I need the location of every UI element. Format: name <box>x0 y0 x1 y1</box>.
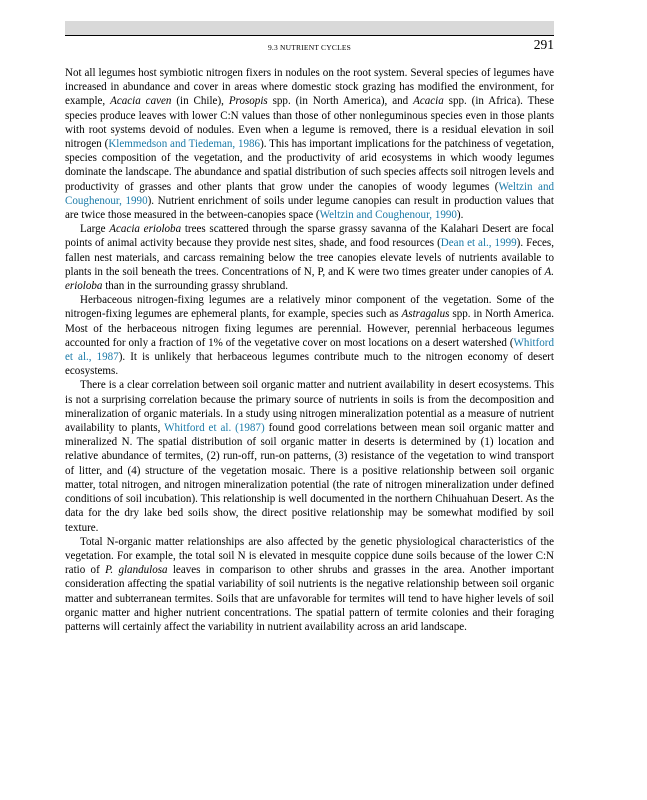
header-bar <box>65 21 554 35</box>
body-text <box>65 66 554 634</box>
text-run: leaves in comparison to other shrubs and grasses in the area. Another important consideration affecting the spatial variability of soil nutrients is the negative relationship between soil organic matter and subterranean termites. Soils that are unfavorable for termites will tend to have higher levels of soil organic matter and higher nutrient concentrations. The spatial pattern of termite colonies and their foraging patterns will certainly affect the variability in nutrient availability across an arid landscape. <box>65 564 554 633</box>
italic-term: Acacia erioloba <box>109 223 182 236</box>
paragraph <box>65 222 554 293</box>
text-run: (in Chile), <box>171 95 229 108</box>
section-label: 9.3 NUTRIENT CYCLES <box>267 43 352 52</box>
text-run: Large <box>80 223 110 236</box>
text-run: trees scattered through the sparse grassy savanna of the Kalahari Desert are focal points of animal activity because they provide nest sites, shade, and food resources ( <box>65 223 554 250</box>
page-number: 291 <box>533 37 554 52</box>
text-run: There is a clear correlation between soil organic matter and nutrient availability in desert ecosystems. This is not a surprising correlation because the primary source of nutrients in soils is from the decomposition and mineralization of organic materials. In a study using nitrogen mineralization potential as a measure of nutrient availability to plants, <box>65 379 554 435</box>
paragraph <box>65 535 554 634</box>
italic-term: A. erioloba <box>65 265 554 293</box>
text-run: ). Nutrient enrichment of soils under legume canopies can result in production values that are twice those measured in the between-canopies space ( <box>65 194 554 222</box>
citation-link[interactable]: Whitford et al., 1987 <box>65 336 554 364</box>
citation-link[interactable]: Klemmedson and Tiedeman, 1986 <box>108 138 261 151</box>
paragraph <box>65 378 554 534</box>
italic-term: Prosopis <box>228 95 268 108</box>
paragraph <box>65 293 554 378</box>
text-run: Herbaceous nitrogen-fixing legumes are a relatively minor component of the vegetation. Some of the nitrogen-fixing legumes are ephemeral plants, for example, species such as <box>65 294 554 321</box>
text-run: ). Feces, fallen nest materials, and carcass remaining below the tree canopies elevate levels of nutrients available to plants in the soil beneath the trees. Concentrations of N, P, and K were two times greater under canopies of <box>65 237 554 278</box>
text-run: ). This has important implications for the patchiness of vegetation, species composition of the vegetation, and the productivity of arid ecosystems in which woody legumes dominate the landscape. The abundance and spatial distribution of such species affects soil nitrogen levels and productivity of grasses and other plants that grow under the canopies of woody legumes ( <box>65 138 554 193</box>
text-run: than in the surrounding grassy shrubland. <box>102 280 289 293</box>
text-run: spp. (in North America), and <box>267 95 414 108</box>
citation-link[interactable]: Dean et al., 1999 <box>440 237 517 250</box>
citation-link[interactable]: Whitford et al. (1987) <box>164 422 265 435</box>
citation-link[interactable]: Weltzin and Coughenour, 1990 <box>319 209 457 222</box>
text-run: ). It is unlikely that herbaceous legumes contribute much to the nitrogen economy of desert ecosystems. <box>65 351 554 378</box>
text-run: Total N-organic matter relationships are also affected by the genetic physiological characteristics of the vegetation. For example, the total soil N is elevated in mesquite coppice dune soils because of the lower C:N ratio of <box>65 535 554 577</box>
italic-term: P. glandulosa <box>105 564 168 577</box>
paragraph <box>65 66 554 222</box>
text-run: ). <box>456 209 464 222</box>
header-rule <box>65 35 554 36</box>
text-run: Not all legumes host symbiotic nitrogen fixers in nodules on the root system. Several species of legumes have increased in abundance and cover in areas where domestic stock grazing has modified the environment, for example, <box>65 67 554 108</box>
italic-term: Astragalus <box>401 308 450 321</box>
text-run: spp. in North America. Most of the herbaceous nitrogen fixing legumes are perennial. However, perennial herbaceous legumes accounted for only a fraction of 1% of the vegetative cover on most locations on a desert watershed ( <box>65 308 555 349</box>
citation-link[interactable]: Weltzin and Coughenour, 1990 <box>65 180 554 207</box>
running-head <box>65 37 554 56</box>
italic-term: Acacia <box>413 95 444 108</box>
text-run: spp. (in Africa). These species produce leaves with lower C:N values than those of other nonleguminous species even in those plants with root systems devoid of nodules. Even when a legume is removed, there is a residual elevation in soil nitrogen ( <box>65 95 554 151</box>
text-run: found good correlations between mean soil organic matter and mineralized N. The spatial distribution of soil organic matter in deserts is determined by (1) location and relative abundance of termites, (2) run-off, run-on patterns, (3) resistance of the vegetation to wind transport of litter, and (4) structure of the vegetation mosaic. There is a positive relationship between soil organic matter, total nitrogen, and nitrogen mineralization potential (the rate of nitrogen mineralization under defined conditions of soil incubation). This relationship is well documented in the northern Chihuahuan Desert. As the data for the dry lake bed soils show, the direct positive relationship may be somewhat modified by soil texture. <box>65 422 554 534</box>
italic-term: Acacia caven <box>110 95 172 108</box>
